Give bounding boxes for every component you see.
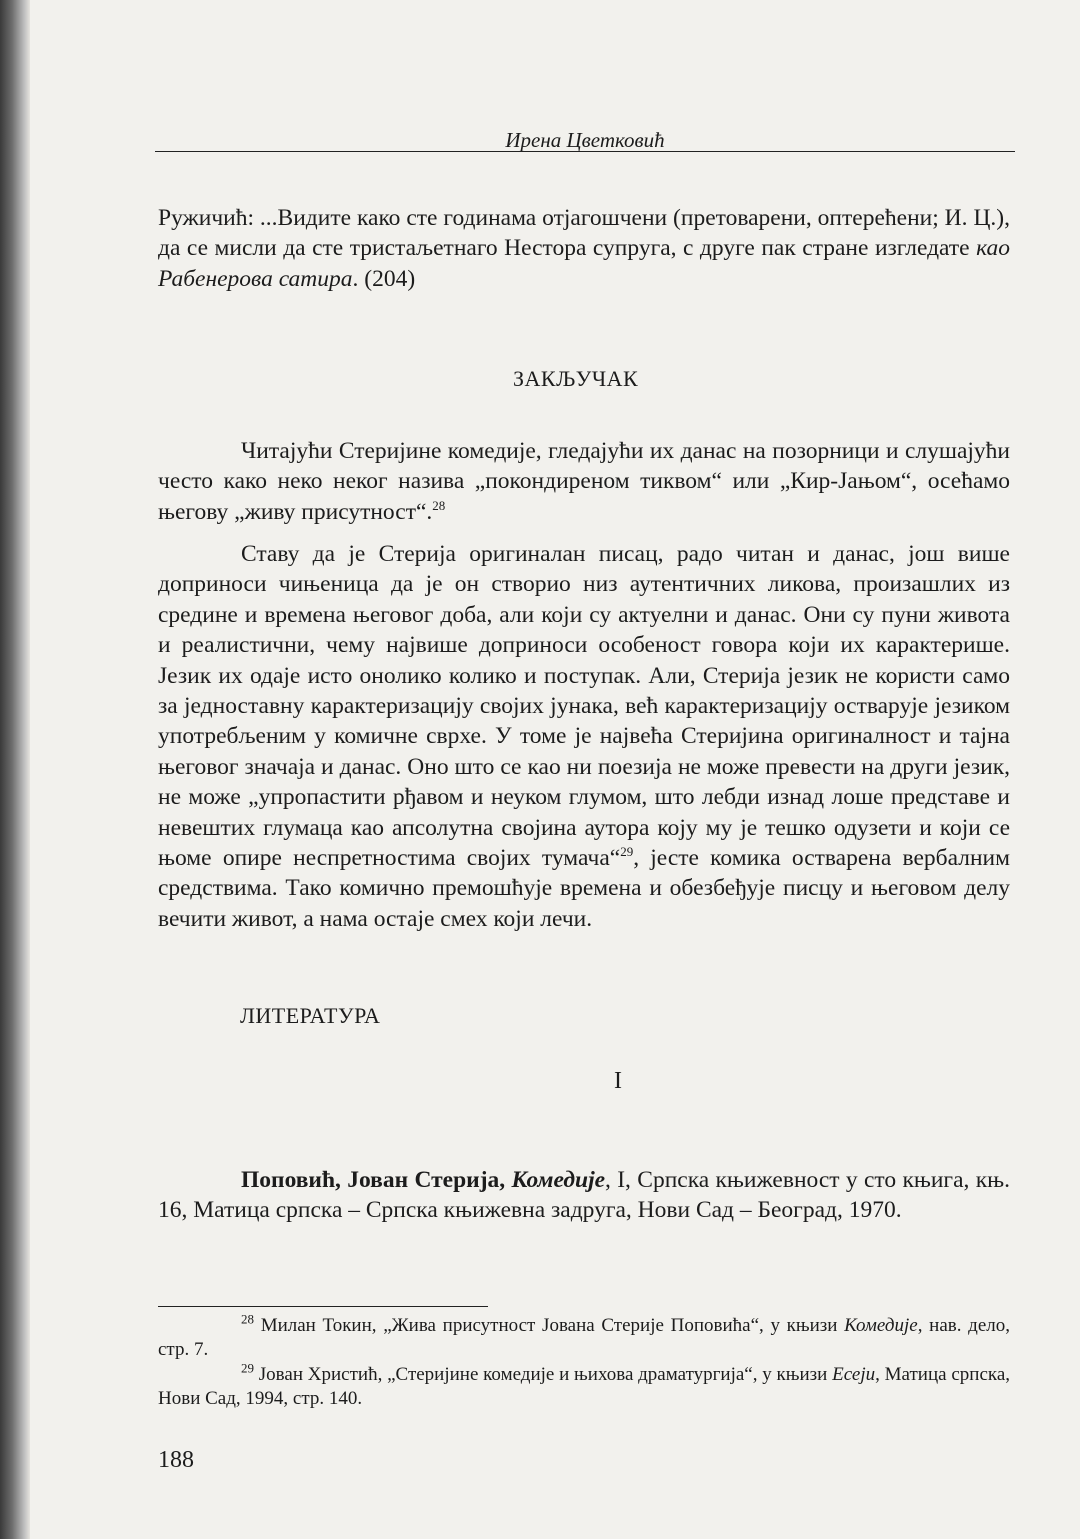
footnote-28-italic: Комедије xyxy=(844,1315,918,1336)
conclusion-p1-text: Читајући Стеријине комедије, гледајући их данас на позорници и слушајући често како неко неког назива „покондиреном тиквом“ или „Кир-Јањом“, осећамо његову „живу присутност“. xyxy=(158,438,1010,525)
conclusion-paragraph-1 xyxy=(158,436,1010,527)
footnote-rule xyxy=(158,1306,488,1307)
conclusion-paragraph-2 xyxy=(158,539,1010,934)
conclusion-p2-text: Ставу да је Стерија оригиналан писац, радо читан и данас, још више доприноси чињеница да је он створио низ аутентичних ликова, произашлих из средине и времена његовог доба, али који су актуелни и данас. Они су пуни живота и реалистични, чему највише доприноси особеност говора који их карактерише. Језик их одаје исто онолико колико и поступак. Али, Стерија језик не користи само за једноставну карактеризацију својих јунака, већ карактеризацију остварује језиком употребљеним у комичне сврхе. У томе је највећа Стеријина оригиналност и тајна његовог значаја и данас. Оно што се као ни поезија не може превести на други језик, не може „упропастити рђавом и неуком глумом, што лебди изнад лоше представе и невештих глумаца као апсолутна својина аутора коју му је тешко одузети и који се њоме опире неспретностима својих тумача“ xyxy=(158,541,1010,872)
quote-italic: као Рабенерова сатира xyxy=(158,235,1010,292)
conclusion-heading: ЗАКЉУЧАК xyxy=(513,366,639,391)
bibliography-author: Поповић, Јован Стерија, xyxy=(241,1167,506,1193)
footnote-29 xyxy=(158,1360,1011,1411)
footnote-ref-29: 29 xyxy=(620,844,634,860)
bibliography-details: , I, Српска књижевност у сто књига, књ. 16, Матица српска – Српска књижевна задруга, Нови Сад – Београд, 1970. xyxy=(158,1167,1010,1224)
literature-heading: ЛИТЕРАТУРА xyxy=(240,1003,381,1028)
running-header xyxy=(155,128,1015,153)
header-author: Ирена Цветковић xyxy=(505,128,665,152)
footnote-28-number: 28 xyxy=(241,1311,254,1327)
bibliography-entry xyxy=(158,1165,1010,1226)
footnote-29-end: , Матица српска, Нови Сад, 1994, стр. 140. xyxy=(158,1364,1011,1409)
footnote-ref-28: 28 xyxy=(432,497,446,513)
bibliography-title: Комедије xyxy=(511,1167,606,1193)
footnote-29-text: Јован Христић, „Стеријине комедије и њихова драматургија“, у књизи xyxy=(258,1364,833,1385)
quote-end: . (204) xyxy=(352,265,416,292)
footnote-28 xyxy=(158,1311,1010,1362)
footnote-29-italic: Есеји xyxy=(832,1364,876,1385)
quote-paragraph xyxy=(158,203,1010,294)
footnote-28-text: Милан Токин, „Жива присутност Јована Стерије Поповића“, у књизи xyxy=(260,1315,845,1336)
footnote-29-number: 29 xyxy=(241,1360,254,1376)
page-number: 188 xyxy=(158,1447,194,1473)
footnote-28-end: , нав. дело, стр. 7. xyxy=(158,1315,1010,1360)
quote-text: Ружичић: ...Видите како сте годинама отјагошчени (претоварени, оптерећени; И. Ц.), да се мисли да сте тристаљетнаго Нестора супруга, с друге пак стране изгледате xyxy=(158,205,1010,262)
book-page-edge xyxy=(0,0,30,1539)
header-rule xyxy=(155,151,1015,152)
conclusion-p2-end: , јесте комика остварена вербалним средствима. Тако комично премошћује времена и обезбеђује писцу и његовом делу вечити живот, а нама остаје смех који лечи. xyxy=(158,845,1010,932)
literature-section-number: I xyxy=(614,1068,623,1094)
